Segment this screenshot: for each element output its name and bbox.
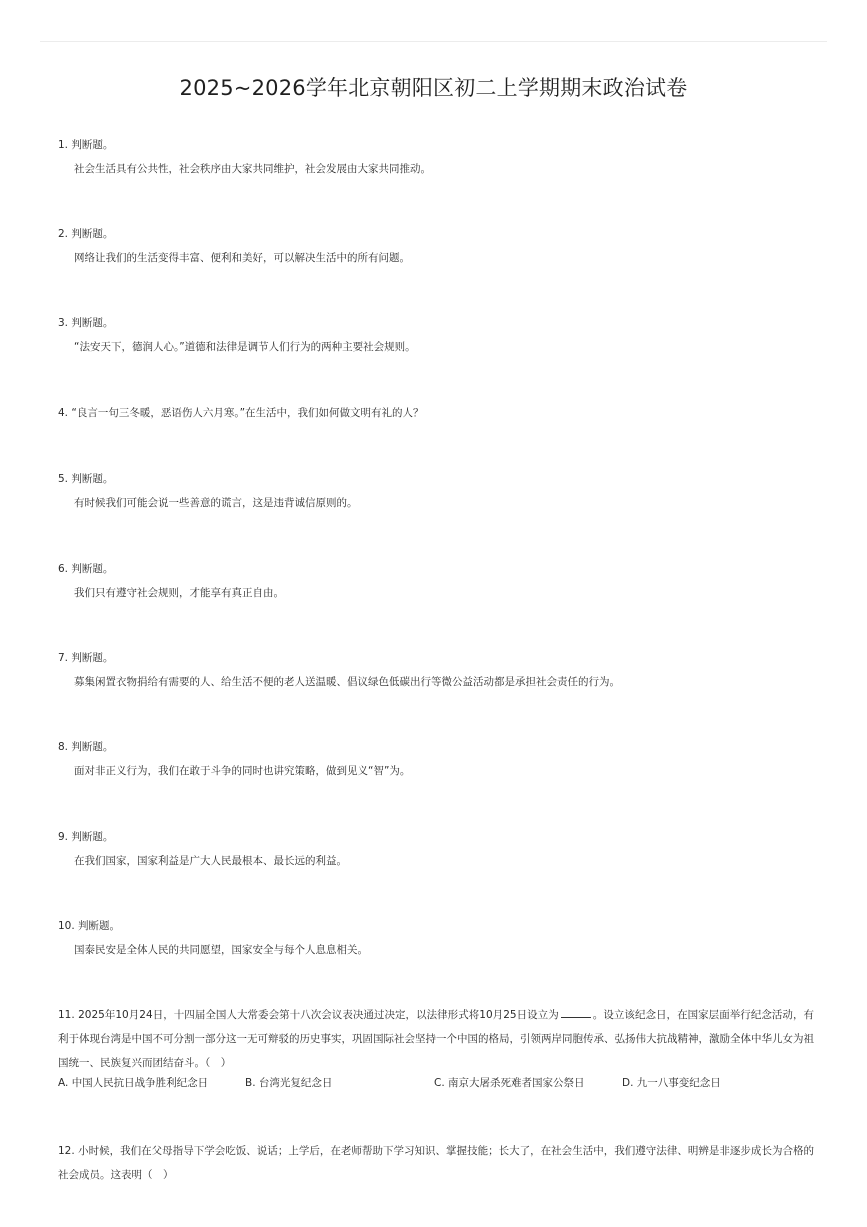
question-statement: 国泰民安是全体人民的共同愿望，国家安全与每个人息息相关。 xyxy=(74,944,368,956)
page-title: 2025~2026学年北京朝阳区初二上学期期末政治试卷 xyxy=(179,76,688,100)
option-d xyxy=(622,1075,721,1092)
question-number: 7. xyxy=(58,652,69,664)
question-header xyxy=(58,829,814,846)
question-header xyxy=(58,650,814,667)
question-header xyxy=(58,918,814,935)
question-type: 判断题。 xyxy=(71,473,114,485)
question-10 xyxy=(58,918,814,959)
question-4 xyxy=(58,405,814,422)
question-number: 3. xyxy=(58,317,69,329)
option-text: 中国人民抗日战争胜利纪念日 xyxy=(71,1077,209,1089)
question-text xyxy=(58,1139,814,1187)
question-text-before-blank: 2025年10月24日，十四届全国人大常委会第十八次会议表决通过决定，以法律形式将10月25日设立为 xyxy=(78,1009,559,1021)
question-header xyxy=(58,137,814,154)
question-statement: 我们只有遵守社会规则，才能享有真正自由。 xyxy=(74,587,284,599)
option-text: 台湾光复纪念日 xyxy=(258,1077,333,1089)
question-number: 10. xyxy=(58,920,75,932)
question-12 xyxy=(58,1139,814,1187)
question-header xyxy=(58,226,814,243)
question-6 xyxy=(58,561,814,602)
question-type: 判断题。 xyxy=(78,920,121,932)
question-text xyxy=(58,1003,814,1075)
question-9 xyxy=(58,829,814,870)
question-number: 6. xyxy=(58,563,69,575)
question-text-after-blank: 。设立该纪念日，在国家层面举行纪念活动，有利于体现台湾是中国不可分割一部分这一无可辩驳的历史事实，巩固国际社会坚持一个中国的格局，引领两岸同胞传承、弘扬伟大抗战精神，激励全体中华儿女为祖国统一、民族复兴而团结奋斗。（ ） xyxy=(58,1009,815,1069)
question-number: 1. xyxy=(58,139,69,151)
option-label: D. xyxy=(622,1077,634,1089)
question-2 xyxy=(58,226,814,267)
option-label: B. xyxy=(245,1077,256,1089)
answer-options xyxy=(58,1075,814,1095)
question-statement: “法安天下，德润人心。”道德和法律是调节人们行为的两种主要社会规则。 xyxy=(74,341,416,353)
question-header xyxy=(58,471,814,488)
question-1 xyxy=(58,137,814,178)
question-statement: 面对非正义行为，我们在敢于斗争的同时也讲究策略，做到见义“智”为。 xyxy=(74,765,411,777)
question-number: 4. xyxy=(58,407,69,419)
option-label: A. xyxy=(58,1077,69,1089)
question-3 xyxy=(58,315,814,356)
option-c xyxy=(434,1075,585,1092)
question-statement: 社会生活具有公共性，社会秩序由大家共同维护，社会发展由大家共同推动。 xyxy=(74,163,431,175)
question-7 xyxy=(58,650,814,691)
question-header xyxy=(58,561,814,578)
answer-blank xyxy=(561,1006,591,1018)
question-type: 判断题。 xyxy=(71,228,114,240)
question-5 xyxy=(58,471,814,512)
question-statement: 网络让我们的生活变得丰富、便利和美好，可以解决生活中的所有问题。 xyxy=(74,252,410,264)
question-type: 判断题。 xyxy=(71,652,114,664)
question-number: 2. xyxy=(58,228,69,240)
question-number: 5. xyxy=(58,473,69,485)
option-text: 南京大屠杀死难者国家公祭日 xyxy=(448,1077,585,1089)
question-header xyxy=(58,315,814,332)
question-statement: 募集闲置衣物捐给有需要的人、给生活不便的老人送温暖、倡议绿色低碳出行等微公益活动都是承担社会责任的行为。 xyxy=(74,676,620,688)
question-body: 小时候，我们在父母指导下学会吃饭、说话；上学后，在老师帮助下学习知识、掌握技能；长大了，在社会生活中，我们遵守法律、明辨是非逐步成长为合格的社会成员。这表明（ ） xyxy=(58,1145,814,1181)
option-a xyxy=(58,1075,208,1092)
question-header xyxy=(58,405,814,422)
top-divider xyxy=(40,41,827,42)
question-number: 9. xyxy=(58,831,69,843)
question-8 xyxy=(58,739,814,780)
option-text: 九一八事变纪念日 xyxy=(636,1077,721,1089)
question-header xyxy=(58,739,814,756)
question-type: 判断题。 xyxy=(71,139,114,151)
option-b xyxy=(245,1075,332,1092)
question-type: 判断题。 xyxy=(71,831,114,843)
question-number: 11. xyxy=(58,1009,75,1021)
question-type: 判断题。 xyxy=(71,317,114,329)
question-text: “良言一句三冬暖，恶语伤人六月寒。”在生活中，我们如何做文明有礼的人？ xyxy=(71,407,424,419)
question-type: 判断题。 xyxy=(71,741,114,753)
question-11 xyxy=(58,1003,814,1095)
option-label: C. xyxy=(434,1077,445,1089)
question-statement: 有时候我们可能会说一些善意的谎言，这是违背诚信原则的。 xyxy=(74,497,358,509)
question-number: 8. xyxy=(58,741,69,753)
question-number: 12. xyxy=(58,1145,75,1157)
question-type: 判断题。 xyxy=(71,563,114,575)
question-statement: 在我们国家，国家利益是广大人民最根本、最长远的利益。 xyxy=(74,855,347,867)
